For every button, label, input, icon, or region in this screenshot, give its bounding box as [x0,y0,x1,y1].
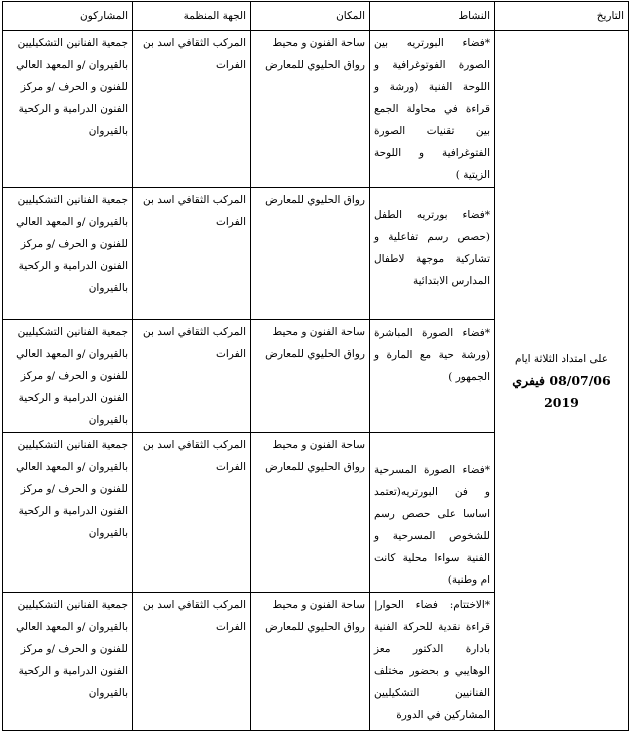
table-row [3,31,629,188]
header-activity: النشاط [370,2,495,31]
participants-cell: جمعية الفنانين التشكيليين بالقيروان /و المعهد العالي للفنون و الحرف /و مركز الفنون الدرامية و الركحية بالقيروان [3,593,133,731]
place-cell: ساحة الفنون و محيط رواق الحليوي للمعارض [251,593,370,731]
organizer-cell: المركب الثقافي اسد بن الفرات [133,433,251,593]
header-organizer: الجهة المنظمة [133,2,251,31]
date-value: 08/07/06 فيفري 2019 [512,372,611,410]
place-cell: رواق الحليوي للمعارض [251,188,370,320]
place-cell: ساحة الفنون و محيط رواق الحليوي للمعارض [251,433,370,593]
header-row [3,2,629,31]
header-date: التاريخ [495,2,629,31]
header-participants: المشاركون [3,2,133,31]
place-cell: ساحة الفنون و محيط رواق الحليوي للمعارض [251,320,370,433]
organizer-cell: المركب الثقافي اسد بن الفرات [133,320,251,433]
activity-cell: *فضاء بورتريه الطفل (حصص رسم تفاعلية و تشاركية موجهة لاطفال المدارس الابتدائية [370,188,495,320]
participants-cell: جمعية الفنانين التشكيليين بالقيروان /و المعهد العالي للفنون و الحرف /و مركز الفنون الدرامية و الركحية بالقيروان [3,188,133,320]
place-cell: ساحة الفنون و محيط رواق الحليوي للمعارض [251,31,370,188]
participants-cell: جمعية الفنانين التشكيليين بالقيروان /و المعهد العالي للفنون و الحرف /و مركز الفنون الدرامية و الركحية بالقيروان [3,31,133,188]
organizer-cell: المركب الثقافي اسد بن الفرات [133,188,251,320]
organizer-cell: المركب الثقافي اسد بن الفرات [133,31,251,188]
activity-cell: *فضاء الصورة المباشرة (ورشة حية مع المارة و الجمهور ) [370,320,495,433]
organizer-cell: المركب الثقافي اسد بن الفرات [133,593,251,731]
activity-cell: *فضاء البورتريه بين الصورة الفوتوغرافية و اللوحة الفنية (ورشة و قراءة في محاولة الجمع بين تقنيات الصورة الفتوغرافية و اللوحة الزيتية ) [370,31,495,188]
header-place: المكان [251,2,370,31]
participants-cell: جمعية الفنانين التشكيليين بالقيروان /و المعهد العالي للفنون و الحرف /و مركز الفنون الدرامية و الركحية بالقيروان [3,320,133,433]
activity-cell: *فضاء الصورة المسرحية و فن البورتريه(تعتمد اساسا على حصص رسم للشخوص المسرحية و الفنية سواءا محلية كانت ام وطنية) [370,433,495,593]
date-cell [495,31,629,731]
participants-cell: جمعية الفنانين التشكيليين بالقيروان /و المعهد العالي للفنون و الحرف /و مركز الفنون الدرامية و الركحية بالقيروان [3,433,133,593]
activity-cell: *الاختتام: فضاء الحوار| قراءة نقدية للحركة الفنية بادارة الدكتور معز الوهايبي و بحضور مختلف الفنانيين التشكيليين المشاركين في الدورة [370,593,495,731]
schedule-table [2,1,629,731]
date-range-label: على امتداد الثلاثة ايام [515,352,608,365]
